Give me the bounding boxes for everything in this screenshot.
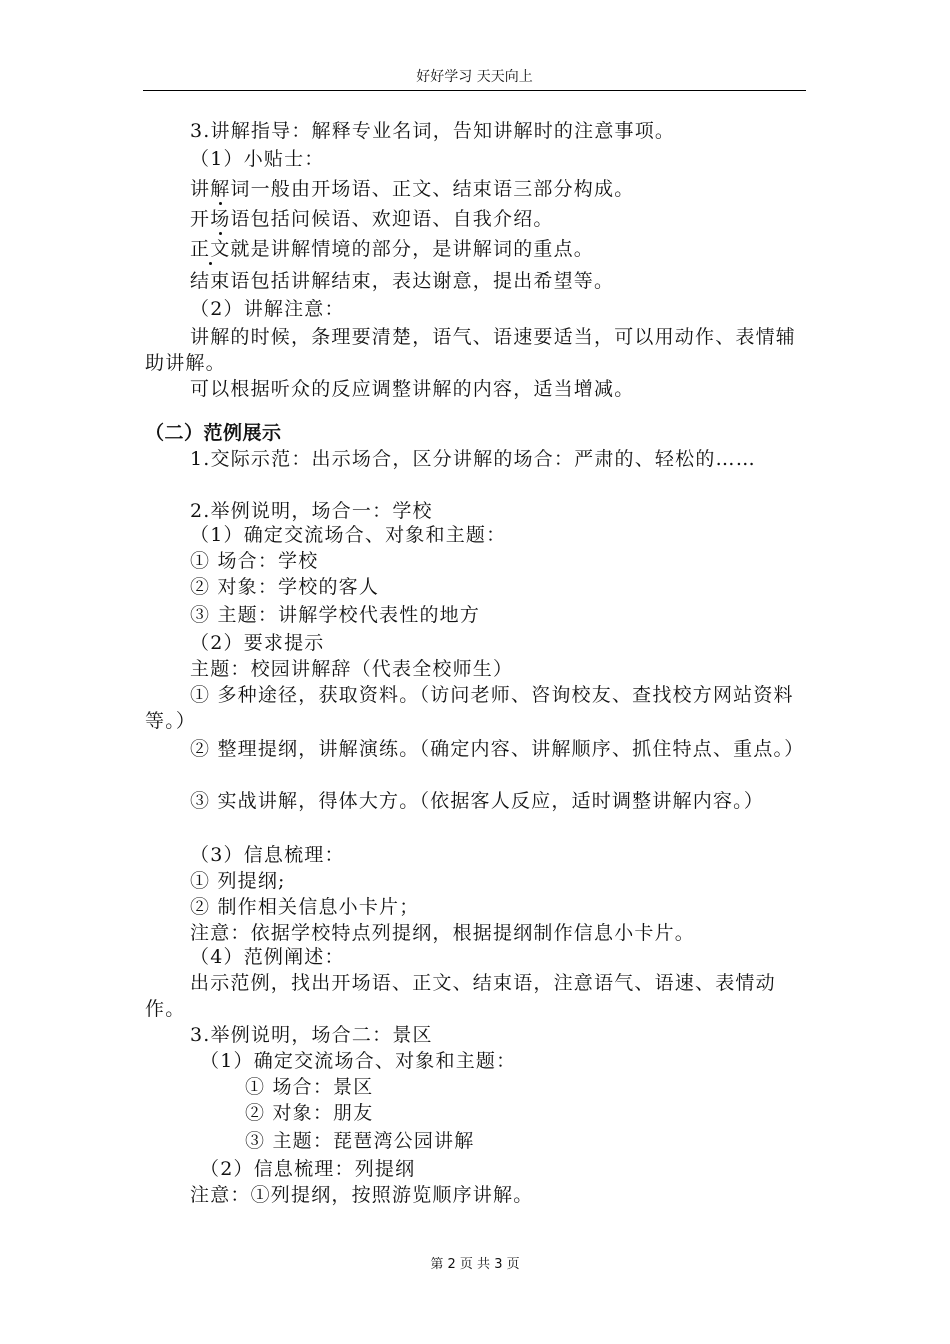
subheading: （1）确定交流场合、对象和主题： [200, 1050, 517, 1072]
list-item: 主题：校园讲解辞（代表全校师生） [190, 658, 514, 680]
notes-heading: （2）讲解注意： [190, 298, 345, 320]
tip-line: 讲解词一般由开场语、正文、结束语三部分构成。 [190, 178, 635, 200]
subheading: （3）信息梳理： [190, 844, 345, 866]
list-item: 1.交际示范：出示场合，区分讲解的场合：严肃的、轻松的…… [190, 448, 756, 470]
tip-line: 正文就是讲解情境的部分，是讲解词的重点。 [190, 238, 595, 260]
tip-line: 开场语包括问候语、欢迎语、自我介绍。 [190, 208, 554, 230]
note-paragraph: 可以根据听众的反应调整讲解的内容，适当增减。 [190, 378, 635, 400]
list-item: ② 制作相关信息小卡片； [190, 896, 420, 918]
note-line: 注意：①列提纲，按照游览顺序讲解。 [190, 1184, 534, 1206]
list-item: ① 多种途径，获取资料。（访问老师、咨询校友、查找校方网站资料等。） [145, 684, 794, 732]
subheading: （2）要求提示 [190, 632, 325, 654]
guidance-item: 3.讲解指导：解释专业名词，告知讲解时的注意事项。 [190, 120, 676, 142]
note-line: 注意：依据学校特点列提纲，根据提纲制作信息小卡片。 [190, 922, 696, 944]
subheading: （2）信息梳理：列提纲 [200, 1158, 416, 1180]
list-item: ① 列提纲; [190, 870, 286, 892]
list-item: ② 整理提纲，讲解演练。（确定内容、讲解顺序、抓住特点、重点。） [190, 738, 805, 760]
section-heading: （二）范例展示 [145, 422, 282, 444]
page-number: 第 2 页 共 3 页 [430, 1257, 520, 1272]
subheading: （4）范例阐述： [190, 946, 345, 968]
emphasized-term: 讲解词 [190, 178, 251, 200]
list-item: ③ 实战讲解，得体大方。（依据客人反应，适时调整讲解内容。） [190, 790, 765, 812]
subheading: （1）确定交流场合、对象和主题： [190, 524, 507, 546]
tips-heading: （1）小贴士： [190, 148, 325, 170]
list-item: ③ 主题：讲解学校代表性的地方 [190, 604, 481, 626]
emphasized-term: 正文 [190, 238, 231, 260]
emphasized-term: 开场语 [190, 208, 251, 230]
list-item: ① 场合：学校 [190, 550, 319, 572]
list-item: 2.举例说明，场合一：学校 [190, 500, 433, 522]
page-header: 好好学习 天天向上 [143, 66, 806, 91]
list-item: ③ 主题：琵琶湾公园讲解 [245, 1130, 475, 1152]
list-item: 3.举例说明，场合二：景区 [190, 1024, 433, 1046]
list-item: ① 场合：景区 [245, 1076, 374, 1098]
note-paragraph: 讲解的时候，条理要清楚，语气、语速要适当，可以用动作、表情辅助讲解。 [145, 326, 797, 374]
list-item: ② 对象：朋友 [245, 1102, 374, 1124]
paragraph: 出示范例，找出开场语、正文、结束语，注意语气、语速、表情动作。 [145, 972, 776, 1020]
tip-line: 结束语包括讲解结束，表达谢意，提出希望等。 [190, 270, 615, 292]
list-item: ② 对象：学校的客人 [190, 576, 380, 598]
